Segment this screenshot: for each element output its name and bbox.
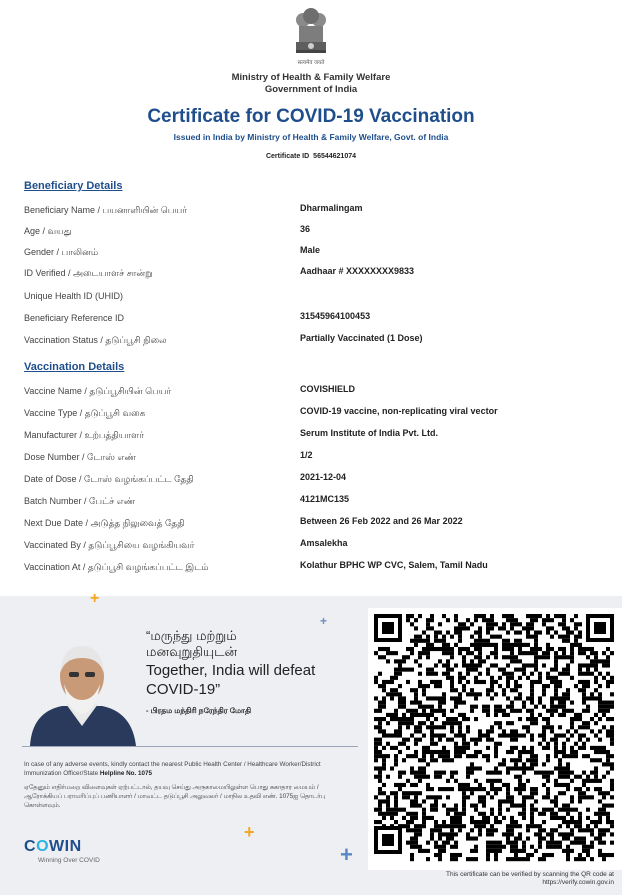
- plus-decoration-icon: +: [90, 590, 100, 607]
- certificate-id-label: Certificate ID: [265, 153, 310, 160]
- beneficiary-heading: Beneficiary Details: [24, 180, 123, 192]
- vaccination-row: Vaccine Type / தடுப்பூசி வகை COVID-19 vaccine, non-replicating viral vector: [24, 406, 498, 418]
- adverse-events-advisory: [24, 760, 354, 810]
- national-emblem-icon: [286, 6, 336, 66]
- advisory-tamil: ஏதேனும் எதிர்மறை விளைவுகள் ஏற்பட்டால், தயவு செய்து அருகாமையிலுள்ள பொது சுகாதார மையம் / ஆரோக்கியப் பராமரிப்புப் பணியாளர் / மாவட்ட தடுப்பூசி அலுவலர் / மாநில உதவி எண். 1075ஐ தொடர்பு கொள்ளவும்.: [24, 784, 326, 809]
- quote-block: [146, 628, 356, 716]
- quote-tamil-line1: “மருந்து மற்றும்: [146, 628, 237, 643]
- divider: [22, 746, 358, 747]
- beneficiary-row: Unique Health ID (UHID): [24, 291, 124, 301]
- beneficiary-row: Beneficiary Name / பயனாளியின் பெயர் Dharmalingam: [24, 203, 363, 215]
- quote-attribution: - பிரதம மந்திரி நரேந்திர மோதி: [146, 706, 252, 715]
- vaccination-row: Date of Dose / டோஸ் வழங்கப்பட்ட தேதி 2021-12-04: [24, 472, 347, 484]
- ministry-name: Ministry of Health & Family Welfare Government of India: [231, 72, 391, 95]
- vaccination-row: Manufacturer / உற்பத்தியாளர் Serum Institute of India Pvt. Ltd.: [24, 428, 439, 440]
- beneficiary-row: Age / வயது 36: [24, 224, 311, 236]
- issued-by: Issued in India by Ministry of Health & Family Welfare, Govt. of India: [173, 132, 449, 142]
- portrait-image: [22, 634, 142, 746]
- vaccination-row: Vaccination At / தடுப்பூசி வழங்கப்பட்ட இடம் Kolathur BPHC WP CVC, Salem, Tamil Nadu: [24, 560, 488, 572]
- vaccination-row: Vaccinated By / தடுப்பூசியை வழங்கியவர் Amsalekha: [24, 538, 348, 550]
- quote-english: Together, India will defeat COVID-19”: [146, 662, 316, 698]
- vaccination-row: Dose Number / டோஸ் எண் 1/2: [24, 450, 313, 462]
- cowin-logo: COWIN: [24, 838, 82, 855]
- certificate-id-value: 56544621074: [313, 153, 356, 160]
- plus-decoration-icon: +: [340, 842, 353, 867]
- verification-note: This certificate can be verified by scanning the QR code at https://verify.cowin.gov.in: [445, 871, 614, 886]
- qr-code[interactable]: [368, 608, 622, 870]
- certificate-id: [0, 153, 622, 160]
- plus-decoration-icon: +: [244, 822, 255, 842]
- beneficiary-row: ID Verified / அடையாளச் சான்று Aadhaar # XXXXXXXX9833: [24, 266, 415, 278]
- advisory-english: In case of any adverse events, kindly contact the nearest Public Health Center / Healthcare Worker/District Immunization Officer/State Helpline No. 1075: [24, 761, 321, 777]
- certificate-title: Certificate for COVID-19 Vaccination: [147, 106, 475, 127]
- helpline-number: Helpline No. 1075: [99, 770, 152, 777]
- cowin-tagline: Winning Over COVID: [38, 857, 100, 864]
- beneficiary-row: Gender / பாலினம் Male: [24, 245, 321, 257]
- vaccination-heading: Vaccination Details: [24, 361, 125, 373]
- quote-tamil-line2: மனவுறுதியுடன்: [146, 644, 238, 659]
- qr-code-icon: [374, 614, 616, 864]
- beneficiary-row: Beneficiary Reference ID 31545964100453: [24, 311, 371, 323]
- vaccination-row: Next Due Date / அடுத்த நிலுவைத் தேதி Between 26 Feb 2022 and 26 Mar 2022: [24, 516, 463, 528]
- vaccination-row: Batch Number / பேட்ச் எண் 4121MC135: [24, 494, 350, 506]
- vaccination-row: Vaccine Name / தடுப்பூசியின் பெயர் COVISHIELD: [24, 384, 356, 396]
- beneficiary-row: Vaccination Status / தடுப்பூசி நிலை Partially Vaccinated (1 Dose): [24, 333, 423, 345]
- plus-decoration-icon: +: [320, 614, 328, 628]
- emblem-caption: सत्यमेव जयते: [297, 60, 325, 66]
